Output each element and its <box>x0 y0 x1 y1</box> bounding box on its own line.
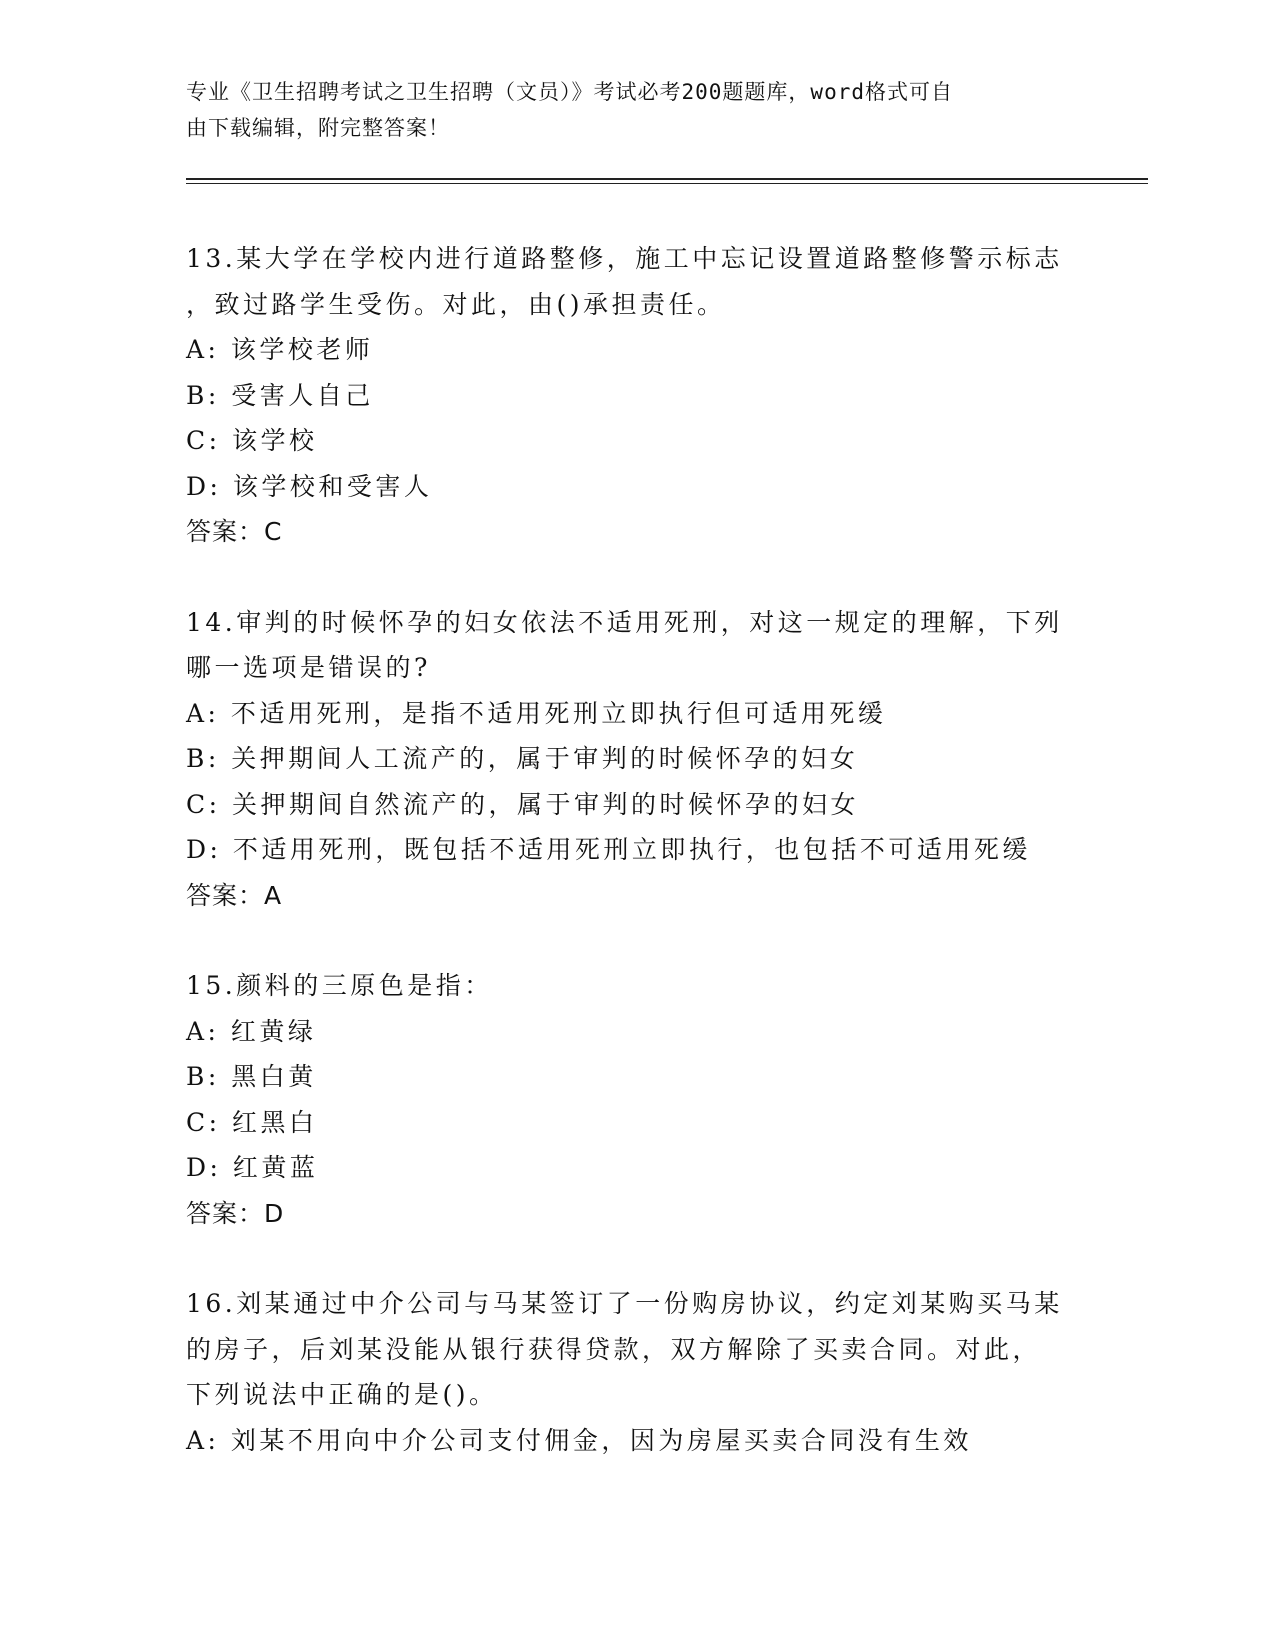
question-stem: 的房子，后刘某没能从银行获得贷款，双方解除了买卖合同。对此， <box>186 1334 1042 1364</box>
option-c: C: 红黑白 <box>186 1107 318 1137</box>
question-stem: 哪一选项是错误的? <box>186 653 431 682</box>
header-divider-thin <box>186 183 1148 184</box>
question-15 <box>186 963 1086 1236</box>
option-a: A: 不适用死刑，是指不适用死刑立即执行但可适用死缓 <box>186 698 887 728</box>
option-b: B: 受害人自己 <box>186 380 374 410</box>
option-c: C: 关押期间自然流产的，属于审判的时候怀孕的妇女 <box>186 789 860 819</box>
option-b: B: 黑白黄 <box>186 1062 317 1091</box>
question-stem: 13.某大学在学校内进行道路整修，施工中忘记设置道路整修警示标志 <box>186 244 1063 273</box>
question-stem: 16.刘某通过中介公司与马某签订了一份购房协议，约定刘某购买马某 <box>186 1289 1063 1318</box>
option-d: D: 红黄蓝 <box>186 1153 319 1182</box>
option-a: A: 该学校老师 <box>186 335 374 364</box>
question-13 <box>186 236 1086 555</box>
option-a: A: 刘某不用向中介公司支付佣金，因为房屋买卖合同没有生效 <box>186 1425 972 1455</box>
option-d: D: 不适用死刑，既包括不适用死刑立即执行，也包括不可适用死缓 <box>186 835 1031 864</box>
option-a: A: 红黄绿 <box>186 1016 317 1046</box>
header-divider-thick <box>186 178 1148 180</box>
option-c: C: 该学校 <box>186 426 318 455</box>
answer: 答案：C <box>186 517 283 546</box>
document-header <box>186 74 1066 146</box>
header-line-2: 由下载编辑，附完整答案！ <box>186 116 450 140</box>
question-list <box>186 236 1086 1508</box>
question-stem: 下列说法中正确的是()。 <box>186 1380 498 1409</box>
option-b: B: 关押期间人工流产的，属于审判的时候怀孕的妇女 <box>186 744 859 773</box>
question-stem: 15.颜料的三原色是指： <box>186 971 493 1000</box>
answer: 答案：A <box>186 880 283 910</box>
question-stem: ，致过路学生受伤。对此，由()承担责任。 <box>186 289 726 319</box>
question-14 <box>186 600 1086 919</box>
header-line-1: 专业《卫生招聘考试之卫生招聘（文员）》考试必考200题题库，word格式可自 <box>186 80 953 104</box>
question-16 <box>186 1281 1086 1463</box>
option-d: D: 该学校和受害人 <box>186 471 433 501</box>
question-stem: 14.审判的时候怀孕的妇女依法不适用死刑，对这一规定的理解，下列 <box>186 607 1063 637</box>
answer: 答案：D <box>186 1198 285 1228</box>
